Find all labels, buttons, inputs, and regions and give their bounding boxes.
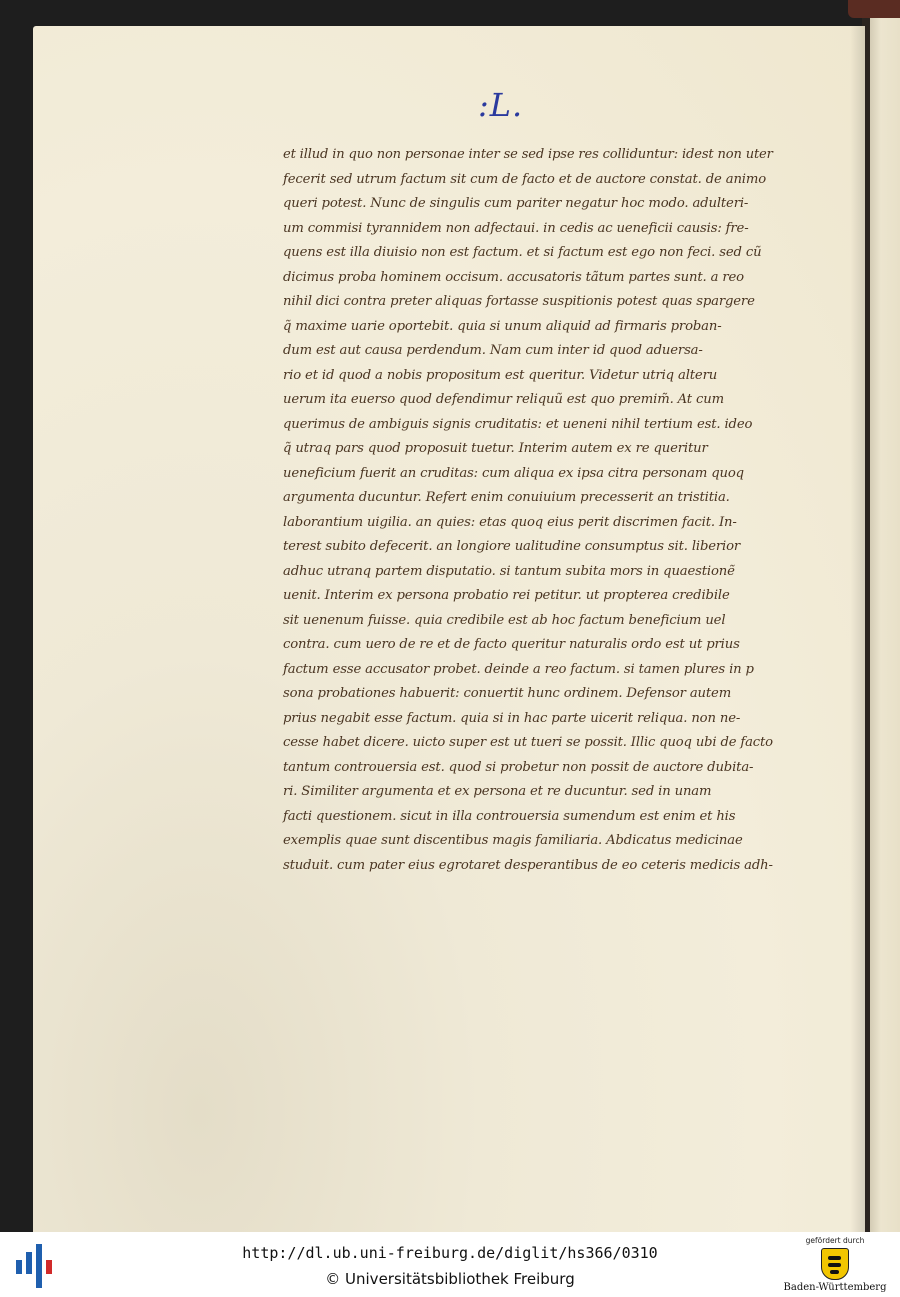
decorated-initial: :L. bbox=[478, 86, 524, 124]
manuscript-line: exemplis quae sunt discentibus magis familiaria. Abdicatus medicinae bbox=[283, 833, 743, 848]
manuscript-line: fecerit sed utrum factum sit cum de facto et de auctore constat. de animo bbox=[283, 171, 767, 187]
manuscript-line: uenit. Interim ex persona probatio rei petitur. ut propterea credibile bbox=[283, 588, 730, 603]
sponsor-label: gefördert durch bbox=[805, 1236, 865, 1245]
manuscript-line: factum esse accusator probet. deinde a reo factum. si tamen plures in p bbox=[283, 661, 754, 677]
manuscript-line: nihil dici contra preter aliquas fortasse suspitionis potest quas spargere bbox=[283, 294, 755, 309]
manuscript-line: quens est illa diuisio non est factum. et si factum est ego non feci. sed cũ bbox=[283, 245, 762, 260]
manuscript-line: laborantium uigilia. an quies: etas quoq eius perit discrimen facit. In- bbox=[283, 514, 737, 530]
manuscript-line: querimus de ambiguis signis cruditatis: et ueneni nihil tertium est. ideo bbox=[283, 416, 753, 432]
manuscript-line: queri potest. Nunc de singulis cum pariter negatur hoc modo. adulteri- bbox=[283, 196, 749, 211]
manuscript-line: argumenta ducuntur. Refert enim conuiuium precesserit an tristitia. bbox=[283, 490, 730, 505]
manuscript-line: prius negabit esse factum. quia si in hac parte uicerit reliqua. non ne- bbox=[283, 710, 741, 726]
binding-strap bbox=[848, 0, 900, 18]
manuscript-line: dicimus proba hominem occisum. accusatoris tãtum partes sunt. a reo bbox=[283, 269, 744, 285]
manuscript-line: studuit. cum pater eius egrotaret desperantibus de eo ceteris medicis adh- bbox=[283, 857, 773, 873]
manuscript-line: ri. Similiter argumenta et ex persona et re ducuntur. sed in unam bbox=[283, 784, 712, 799]
sponsor-block bbox=[780, 1236, 890, 1294]
manuscript-line: uerum ita euerso quod defendimur reliquũ est quo premim̃. At cum bbox=[283, 392, 724, 407]
manuscript-line: sona probationes habuerit: conuertit hunc ordinem. Defensor autem bbox=[283, 686, 732, 701]
facing-page-edge bbox=[868, 14, 900, 1232]
viewer-footer bbox=[0, 1232, 900, 1297]
page-gutter-shadow bbox=[850, 26, 865, 1232]
manuscript-line: adhuc utranq partem disputatio. si tantum subita mors in quaestionẽ bbox=[283, 563, 735, 579]
manuscript-line: q̃ maxime uarie oportebit. quia si unum aliquid ad firmaris proban- bbox=[283, 318, 722, 334]
manuscript-line: tantum controuersia est. quod si probetur non possit de auctore dubita- bbox=[283, 759, 754, 775]
manuscript-line: rio et id quod a nobis propositum est queritur. Videtur utriq alteru bbox=[283, 367, 718, 383]
manuscript-line: facti questionem. sicut in illa controuersia sumendum est enim et his bbox=[283, 808, 736, 824]
sponsor-name: Baden-Württemberg bbox=[783, 1282, 887, 1293]
manuscript-line: q̃ utraq pars quod proposuit tuetur. Interim autem ex re queritur bbox=[283, 441, 708, 456]
manuscript-line: ueneficium fuerit an cruditas: cum aliqua ex ipsa citra personam quoq bbox=[283, 465, 744, 481]
manuscript-line: um commisi tyrannidem non adfectaui. in cedis ac ueneficii causis: fre- bbox=[283, 220, 749, 236]
manuscript-line: sit uenenum fuisse. quia credibile est ab hoc factum beneficium uel bbox=[283, 612, 726, 628]
manuscript-line: terest subito defecerit. an longiore ualitudine consumptus sit. liberior bbox=[283, 539, 741, 554]
manuscript-line: cesse habet dicere. uicto super est ut tueri se possit. Illic quoq ubi de facto bbox=[283, 735, 773, 750]
manuscript-line: dum est aut causa perdendum. Nam cum inter id quod aduersa- bbox=[283, 343, 703, 358]
manuscript-line: et illud in quo non personae inter se sed ipse res colliduntur: idest non uter bbox=[283, 147, 773, 162]
manuscript-line: contra. cum uero de re et de facto queritur naturalis ordo est ut prius bbox=[283, 637, 740, 652]
baden-wuerttemberg-crest-icon bbox=[821, 1248, 849, 1280]
document-url-link[interactable]: http://dl.ub.uni-freiburg.de/diglit/hs366/0310 bbox=[242, 1244, 658, 1262]
manuscript-text-block bbox=[283, 143, 773, 878]
copyright-notice: © Universitätsbibliothek Freiburg bbox=[325, 1270, 575, 1288]
